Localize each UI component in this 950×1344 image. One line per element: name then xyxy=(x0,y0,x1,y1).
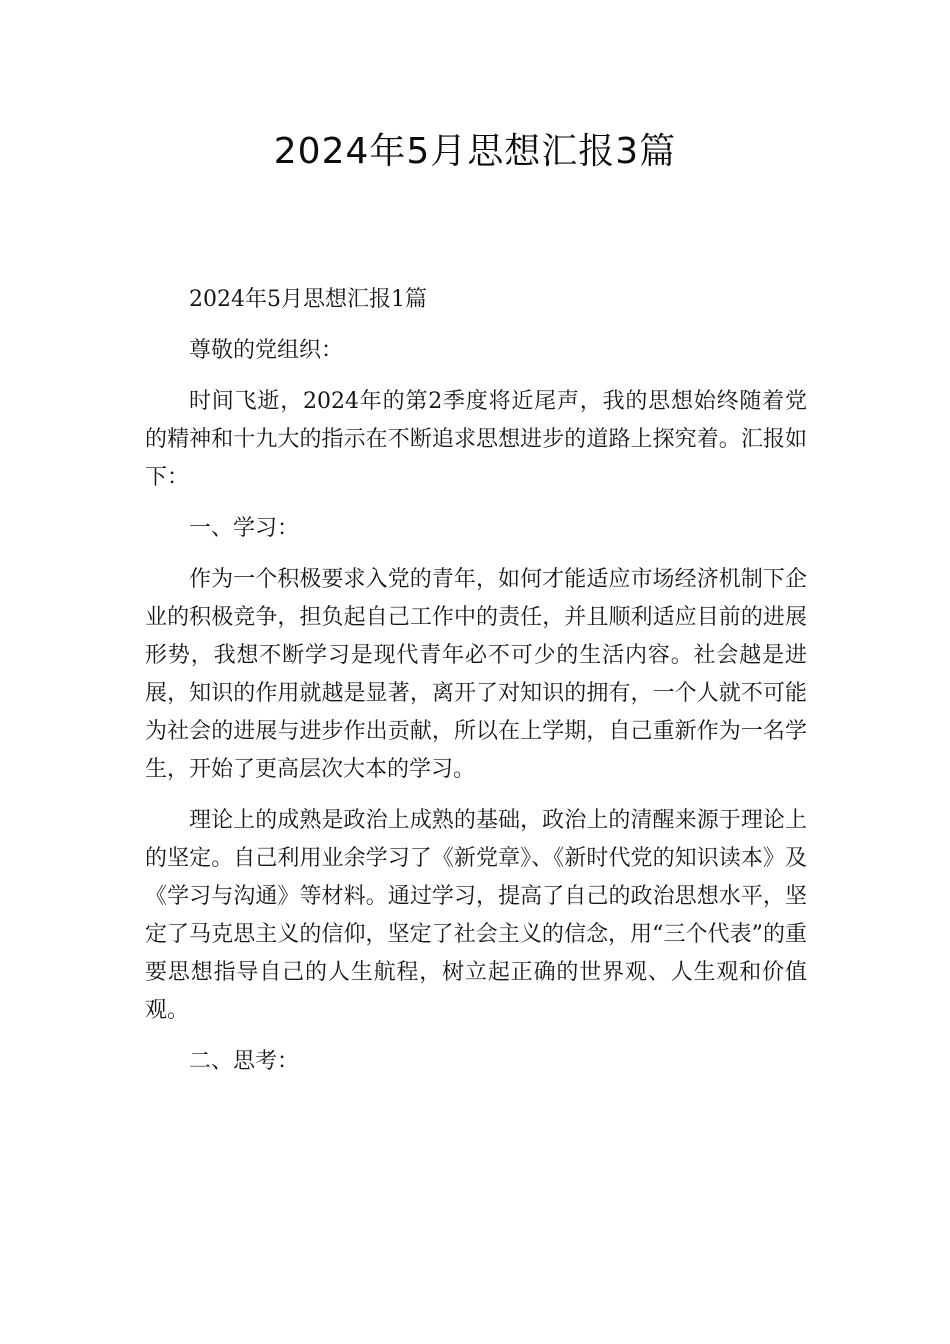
paragraph-study-1: 作为一个积极要求入党的青年，如何才能适应市场经济机制下企业的积极竞争，担负起自己工作中的责任，并且顺利适应目前的进展形势，我想不断学习是现代青年必不可少的生活内容。社会越是进展，知识的作用就越是显著，离开了对知识的拥有，一个人就不可能为社会的进展与进步作出贡献，所以在上学期，自己重新作为一名学生，开始了更高层次大本的学习。 xyxy=(145,567,807,782)
document-title: 2024年5月思想汇报3篇 xyxy=(273,131,677,172)
section-heading-report-1: 2024年5月思想汇报1篇 xyxy=(189,287,427,312)
salutation: 尊敬的党组织： xyxy=(189,338,344,363)
paragraph-study-2: 理论上的成熟是政治上成熟的基础，政治上的清醒来源于理论上的坚定。自己利用业余学习了《新党章》、《新时代党的知识读本》及《学习与沟通》等材料。通过学习，提高了自己的政治思想水平，坚定了马克思主义的信仰，坚定了社会主义的信念，用“三个代表”的重要思想指导自己的人生航程，树立起正确的世界观、人生观和价值观。 xyxy=(145,808,807,1023)
document-body xyxy=(145,281,807,1094)
paragraph-intro: 时间飞逝，2024年的第2季度将近尾声，我的思想始终随着党的精神和十九大的指示在不断追求思想进步的道路上探究着。汇报如下： xyxy=(145,389,807,490)
heading-study: 一、学习： xyxy=(189,516,300,541)
heading-thinking: 二、思考： xyxy=(189,1049,300,1074)
